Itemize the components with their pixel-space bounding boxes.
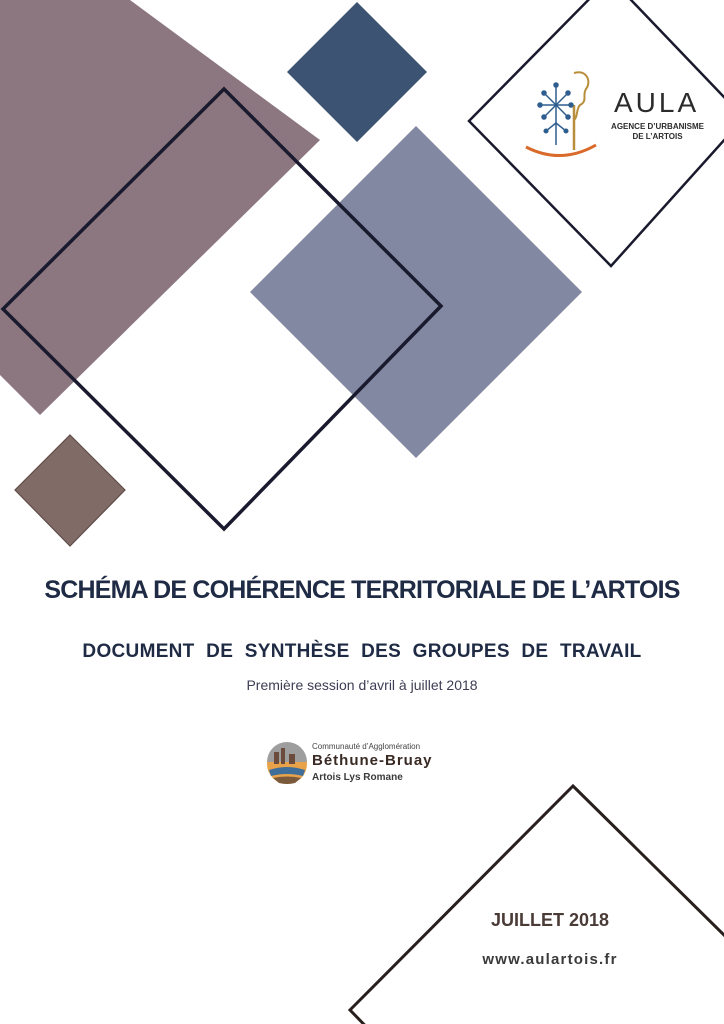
aula-logo	[516, 65, 716, 165]
website-link[interactable]: www.aulartois.fr	[482, 951, 618, 968]
session-text: Première session d’avril à juillet 2018	[246, 677, 478, 693]
tree-icon	[516, 65, 611, 165]
aula-subtitle: AGENCE D’URBANISME DE L’ARTOIS	[611, 122, 704, 141]
document-title: SCHÉMA DE COHÉRENCE TERRITORIALE DE L’ARTOIS	[44, 576, 680, 604]
agglomeration-subname: Artois Lys Romane	[312, 772, 403, 783]
document-subtitle: DOCUMENT DE SYNTHÈSE DES GROUPES DE TRAVAIL	[82, 641, 642, 662]
outline-diamond-bottom	[350, 786, 724, 1024]
agglomeration-emblem-icon	[265, 742, 309, 786]
agglomeration-label: Communauté d’Agglomération	[312, 742, 421, 751]
publication-date: JUILLET 2018	[490, 910, 610, 930]
agglomeration-name: Béthune-Bruay	[312, 752, 433, 769]
brown-diamond	[15, 435, 125, 546]
navy-diamond	[287, 2, 427, 142]
bethune-bruay-logo	[265, 740, 455, 788]
slate-diamond	[250, 126, 582, 458]
aula-wordmark: AULA	[614, 87, 700, 118]
